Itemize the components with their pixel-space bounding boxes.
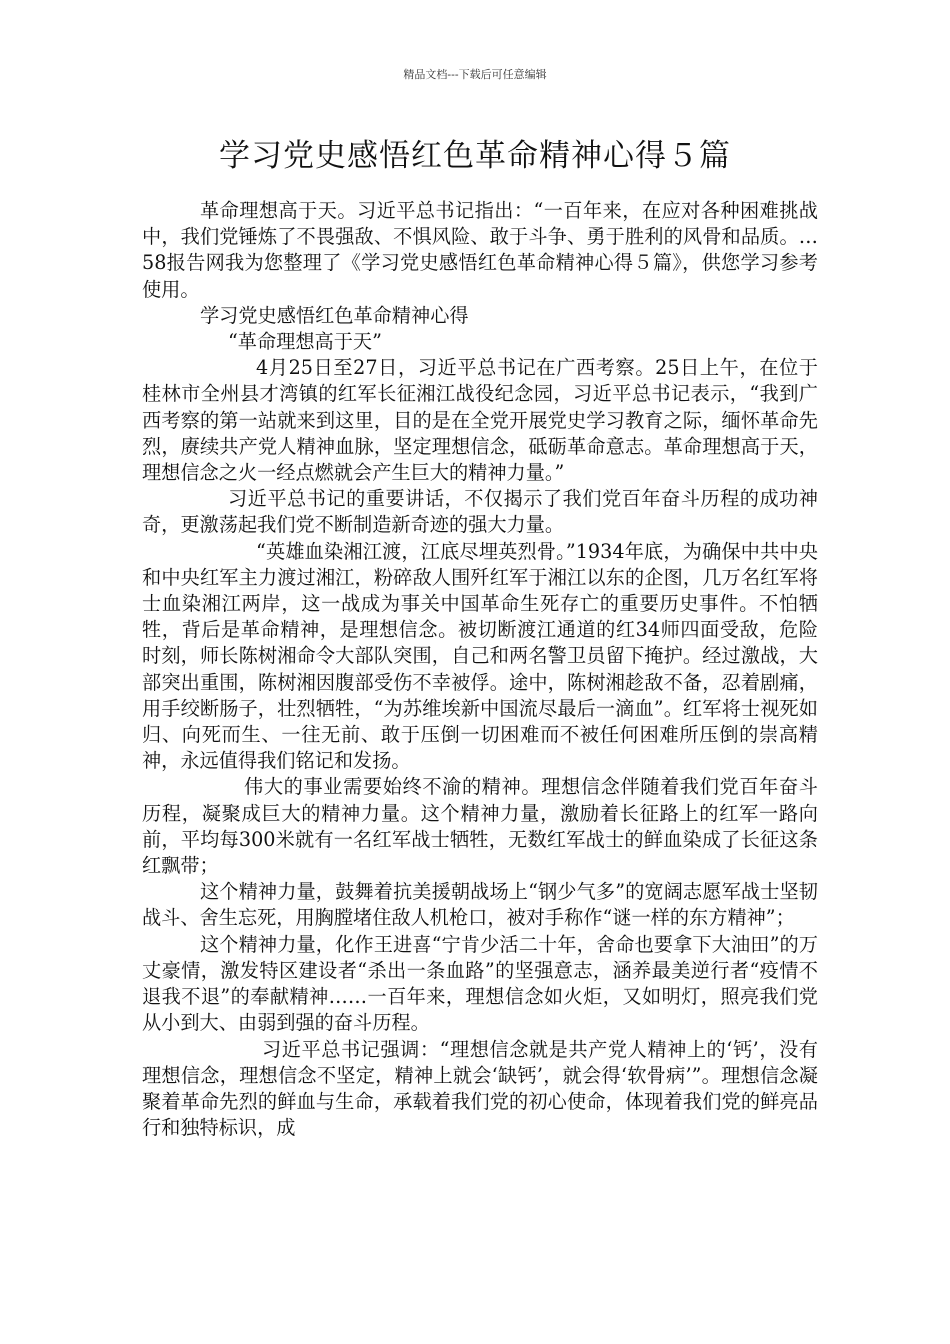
body-paragraph: “英雄血染湘江渡，江底尽埋英烈骨。”1934年底，为确保中共中央和中央红军主力渡过湘江，粉碎敌人围歼红军于湘江以东的企图，几万名红军将士血染湘江两岸，这一战成为事关中国革命生死存亡的重要历史事件。不怕牺牲，背后是革命精神，是理想信念。被切断渡江通道的红34师四面受敌，危险时刻，师长陈树湘命令大部队突围，自己和两名警卫员留下掩护。经过激战，大部突出重围，陈树湘因腹部受伤不幸被俘。途中，陈树湘趁敌不备，忍着剧痛，用手绞断肠子，壮烈牺牲，“为苏维埃新中国流尽最后一滴血”。红军将士视死如归、向死而生、一往无前、敢于压倒一切困难而不被任何困难所压倒的崇高精神，永远值得我们铭记和发扬。 (142, 539, 818, 773)
document-body (142, 198, 818, 1141)
body-paragraph: 习近平总书记的重要讲话，不仅揭示了我们党百年奋斗历程的成功神奇，更激荡起我们党不断制造新奇迹的强大力量。 (142, 487, 818, 537)
body-paragraph: 这个精神力量，鼓舞着抗美援朝战场上“钢少气多”的宽阔志愿军战士坚韧战斗、舍生忘死，用胸膛堵住敌人机枪口，被对手称作“谜一样的东方精神”； (142, 880, 818, 930)
body-paragraph: 习近平总书记强调：“理想信念就是共产党人精神上的‘钙’，没有理想信念，理想信念不坚定，精神上就会‘缺钙’，就会得‘软骨病’”。理想信念凝聚着革命先烈的鲜血与生命，承载着我们党的初心使命，体现着我们党的鲜亮品行和独特标识，成 (142, 1037, 818, 1140)
section-heading: 学习党史感悟红色革命精神心得 (200, 303, 469, 327)
page-header: 精品文档---下载后可任意编辑 (403, 68, 547, 81)
section-subheading: “革命理想高于天” (228, 330, 382, 354)
body-paragraph: 这个精神力量，化作王进喜“宁肯少活二十年，舍命也要拿下大油田”的万丈豪情，激发特区建设者“杀出一条血路”的坚强意志，涵养最美逆行者“疫情不退我不退”的奉献精神……一百年来，理想信念如火炬，又如明灯，照亮我们党从小到大、由弱到强的奋斗历程。 (142, 932, 818, 1035)
body-paragraph: 伟大的事业需要始终不渝的精神。理想信念伴随着我们党百年奋斗历程，凝聚成巨大的精神力量。这个精神力量，激励着长征路上的红军一路向前，平均每300米就有一名红军战士牺牲，无数红军战士的鲜血染成了长征这条红飘带； (142, 775, 818, 878)
body-paragraph: 4月25日至27日，习近平总书记在广西考察。25日上午，在位于桂林市全州县才湾镇的红军长征湘江战役纪念园，习近平总书记表示，“我到广西考察的第一站就来到这里，目的是在全党开展党史学习教育之际，缅怀革命先烈，赓续共产党人精神血脉，坚定理想信念，砥砺革命意志。革命理想高于天，理想信念之火一经点燃就会产生巨大的精神力量。” (142, 356, 818, 485)
document-title: 学习党史感悟红色革命精神心得５篇 (219, 138, 731, 174)
intro-paragraph: 革命理想高于天。习近平总书记指出：“一百年来，在应对各种困难挑战中，我们党锤炼了不畏强敌、不惧风险、敢于斗争、勇于胜利的风骨和品质。…58报告网我为您整理了《学习党史感悟红色革命精神心得５篇》，供您学习参考使用。 (142, 199, 818, 301)
